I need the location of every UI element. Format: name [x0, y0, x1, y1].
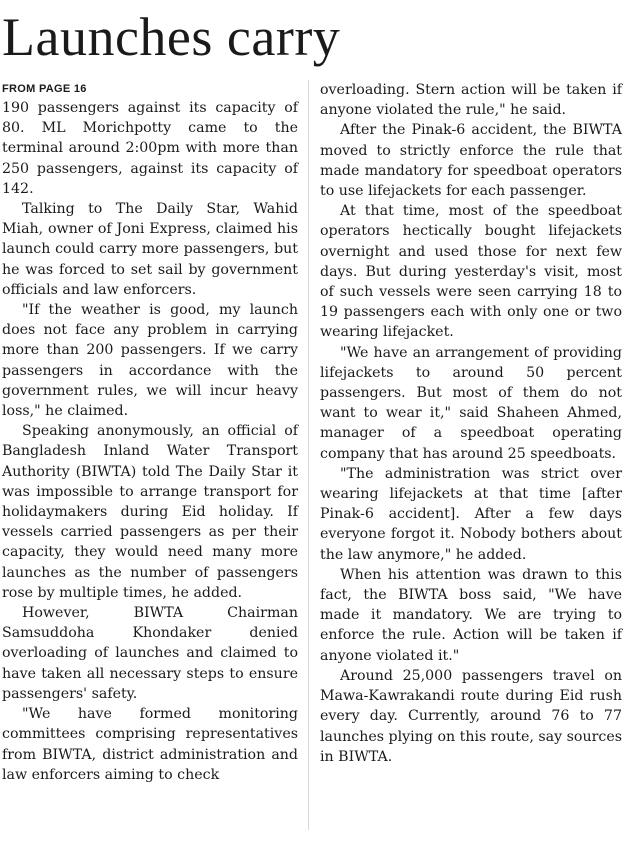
paragraph: Talking to The Daily Star, Wahid Miah, owner of Joni Express, claimed his launch could carry more passengers, but he was forced to set sail by government officials and law enforcers.	[2, 201, 298, 298]
paragraph: After the Pinak-6 accident, the BIWTA moved to strictly enforce the rule that made mandatory for speedboat operators to use lifejackets for each passenger.	[320, 122, 622, 200]
paragraph: overloading. Stern action will be taken if anyone violated the rule," he said.	[320, 82, 622, 119]
right-column	[320, 80, 622, 767]
paragraph: "We have an arrangement of providing lifejackets to around 50 percent passengers. But most of them do not want to wear it," said Shaheen Ahmed, manager of a speedboat operating company that has around 25 speedboats.	[320, 344, 622, 462]
paragraph: Around 25,000 passengers travel on Mawa-Kawrakandi route during Eid rush every day. Currently, around 76 to 77 launches plying on this route, say sources in BIWTA.	[320, 667, 623, 765]
paragraph: Speaking anonymously, an official of Bangladesh Inland Water Transport Authority (BIWTA) told The Daily Star it was impossible to arrange transport for holidaymakers during Eid holiday. If vessels carried passengers as per their capacity, they would need many more launches as the number of passengers rose by multiple times, he added.	[2, 423, 298, 601]
jump-line: FROM PAGE 16	[2, 83, 87, 95]
paragraph: At that time, most of the speedboat operators hectically bought lifejackets overnight and used those for next few days. But during yesterday's visit, most of such vessels were seen carrying 18 to 19 passengers each with only one or two wearing lifejacket.	[320, 203, 622, 341]
left-column	[2, 80, 298, 785]
paragraph: "If the weather is good, my launch does not face any problem in carrying more than 200 passengers. If we carry passengers in accordance with the government rules, we will incur heavy loss," he claimed.	[2, 302, 298, 420]
paragraph: "We have formed monitoring committees comprising representatives from BIWTA, district administration and law enforcers aiming to check	[2, 706, 298, 783]
column-divider	[308, 80, 309, 830]
paragraph: When his attention was drawn to this fact, the BIWTA boss said, "We have made it mandatory. We are trying to enforce the rule. Action will be taken if anyone violated it."	[320, 566, 622, 664]
headline: Launches carry	[2, 7, 341, 67]
paragraph: 190 passengers against its capacity of 80. ML Morichpotty came to the terminal around 2:00pm with more than 250 passengers, against its capacity of 142.	[2, 100, 298, 197]
paragraph: "The administration was strict over wearing lifejackets at that time [after Pinak-6 accident]. After a few days everyone forgot it. Nobody bothers about the law anymore," he added.	[320, 465, 622, 563]
paragraph: However, BIWTA Chairman Samsuddoha Khondaker denied overloading of launches and claimed to have taken all necessary steps to ensure passengers' safety.	[2, 605, 298, 702]
